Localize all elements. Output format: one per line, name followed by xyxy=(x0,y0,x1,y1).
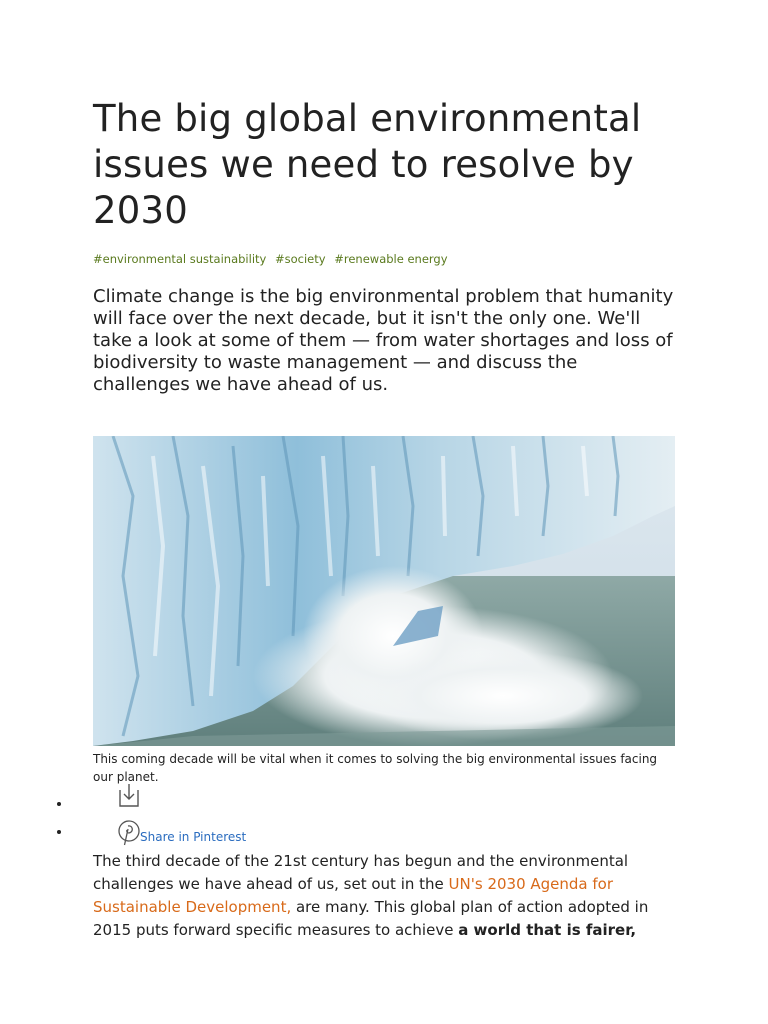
body-bold-text: a world that is fairer, xyxy=(458,921,637,939)
article-body xyxy=(93,850,675,942)
share-item-download xyxy=(71,796,675,824)
share-list xyxy=(71,796,675,854)
article xyxy=(93,96,675,942)
pinterest-icon[interactable] xyxy=(117,819,141,850)
tag-renewable-energy[interactable]: #renewable energy xyxy=(334,252,448,266)
hero-image xyxy=(93,436,675,746)
tag-environmental-sustainability[interactable]: #environmental sustainability xyxy=(93,252,267,266)
article-title: The big global environmental issues we need to resolve by 2030 xyxy=(93,97,642,232)
download-icon[interactable] xyxy=(117,782,141,811)
share-item-pinterest xyxy=(71,824,675,854)
article-lead: Climate change is the big environmental problem that humanity will face over the next decade, but it isn't the only one. We'll take a look at some of them — from water shortages and loss of biodiversity to waste management — and discuss the challenges we have ahead of us. xyxy=(93,286,674,395)
tag-list xyxy=(93,252,675,266)
un-agenda-link[interactable]: UN's 2030 Agenda for Sustainable Development, xyxy=(93,875,614,916)
pinterest-share-link[interactable]: • Share in Pinterest xyxy=(140,830,247,844)
glacier-illustration xyxy=(93,436,675,746)
image-caption: This coming decade will be vital when it comes to solving the big environmental issues facing our planet. xyxy=(93,752,658,784)
body-text: are many. This global plan of action adopted in 2015 puts forward specific measures to achieve xyxy=(93,898,649,939)
tag-society[interactable]: #society xyxy=(275,252,326,266)
body-text: The third decade of the 21st century has begun and the environmental challenges we have ahead of us, set out in the xyxy=(93,852,629,893)
